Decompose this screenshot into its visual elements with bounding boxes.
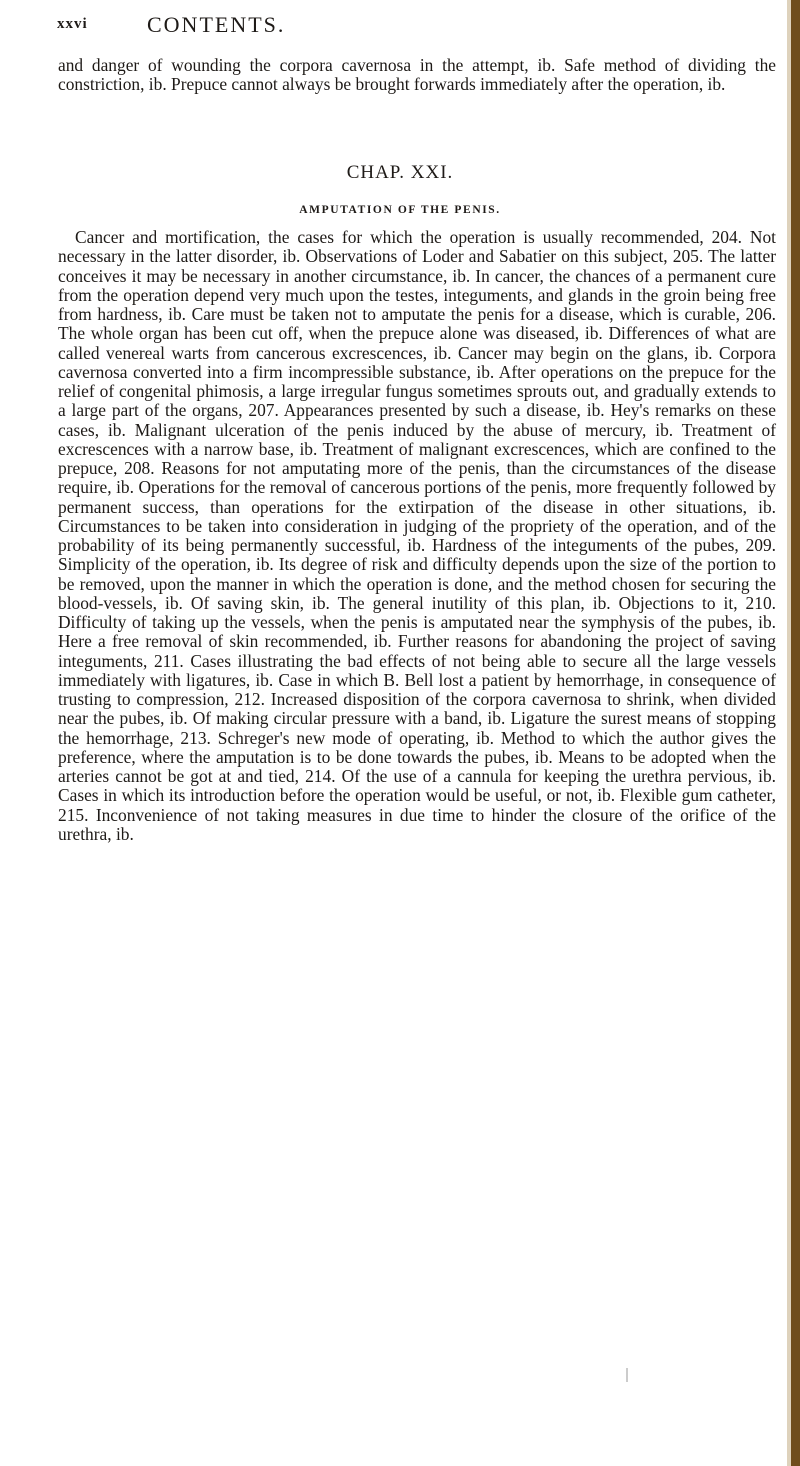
chapter-summary-section xyxy=(58,228,776,844)
scan-binding-edge xyxy=(791,0,800,1466)
running-title: CONTENTS. xyxy=(147,12,286,37)
scan-mark xyxy=(626,1368,628,1382)
continuation-section xyxy=(58,56,776,95)
chapter-heading: CHAP. XXI. xyxy=(346,162,454,183)
continuation-paragraph: and danger of wounding the corpora cavernosa in the attempt, ib. Safe method of dividing the constriction, ib. Prepuce cannot always be brought forwards immediately after the operation, ib. xyxy=(58,55,776,95)
running-head xyxy=(57,12,757,38)
page-number: xxvi xyxy=(57,16,88,32)
chapter-summary-paragraph: Cancer and mortification, the cases for which the operation is usually recommended, 204. Not necessary in the latter disorder, ib. Observations of Loder and Sabatier on this subject, 205. The latter conceives it may be necessary in another circumstance, ib. In cancer, the chances of a permanent cure from the operation depend very much upon the testes, integuments, and glands in the groin being free from hardness, ib. Care must be taken not to amputate the penis for a disease, which is curable, 206. The whole organ has been cut off, when the prepuce alone was diseased, ib. Differences of what are called venereal warts from cancerous excrescences, ib. Cancer may begin on the glans, ib. Corpora cavernosa converted into a firm incompressible substance, ib. After operations on the prepuce for the relief of congenital phimosis, a large irregular fungus sometimes sprouts out, and gradually extends to a large part of the organs, 207. Appearances presented by such a disease, ib. Hey's remarks on these cases, ib. Malignant ulceration of the penis induced by the abuse of mercury, ib. Treatment of excrescences with a narrow base, ib. Treatment of malignant excrescences, which are confined to the prepuce, 208. Reasons for not amputating more of the penis, than the circumstances of the disease require, ib. Operations for the removal of cancerous portions of the penis, more frequently followed by permanent success, than operations for the extirpation of the disease in other situations, ib. Circumstances to be taken into consideration in judging of the propriety of the operation, and of the probability of its being permanently successful, ib. Hardness of the integuments of the pubes, 209. Simplicity of the operation, ib. Its degree of risk and difficulty depends upon the size of the portion to be removed, upon the manner in which the operation is done, and the method chosen for securing the blood-vessels, ib. Of saving skin, ib. The general inutility of this plan, ib. Objections to it, 210. Difficulty of taking up the vessels, when the penis is amputated near the symphysis of the pubes, ib. Here a free removal of skin recommended, ib. Further reasons for abandoning the project of saving integuments, 211. Cases illustrating the bad effects of not being able to secure all the large vessels immediately with ligatures, ib. Case in which B. Bell lost a patient by hemorrhage, in consequence of trusting to compression, 212. Increased disposition of the corpora cavernosa to shrink, when divided near the pubes, ib. Of making circular pressure with a band, ib. Ligature the surest means of stopping the hemorrhage, 213. Schreger's new mode of operating, ib. Method to which the author gives the preference, where the amputation is to be done towards the pubes, ib. Means to be adopted when the arteries cannot be got at and tied, 214. Of the use of a cannula for keeping the urethra pervious, ib. Cases in which its introduction before the operation would be useful, or not, ib. Flexible gum catheter, 215. Inconvenience of not taking measures in due time to hinder the closure of the orifice of the urethra, ib. xyxy=(58,227,776,844)
chapter-subheading: AMPUTATION OF THE PENIS. xyxy=(299,204,501,216)
